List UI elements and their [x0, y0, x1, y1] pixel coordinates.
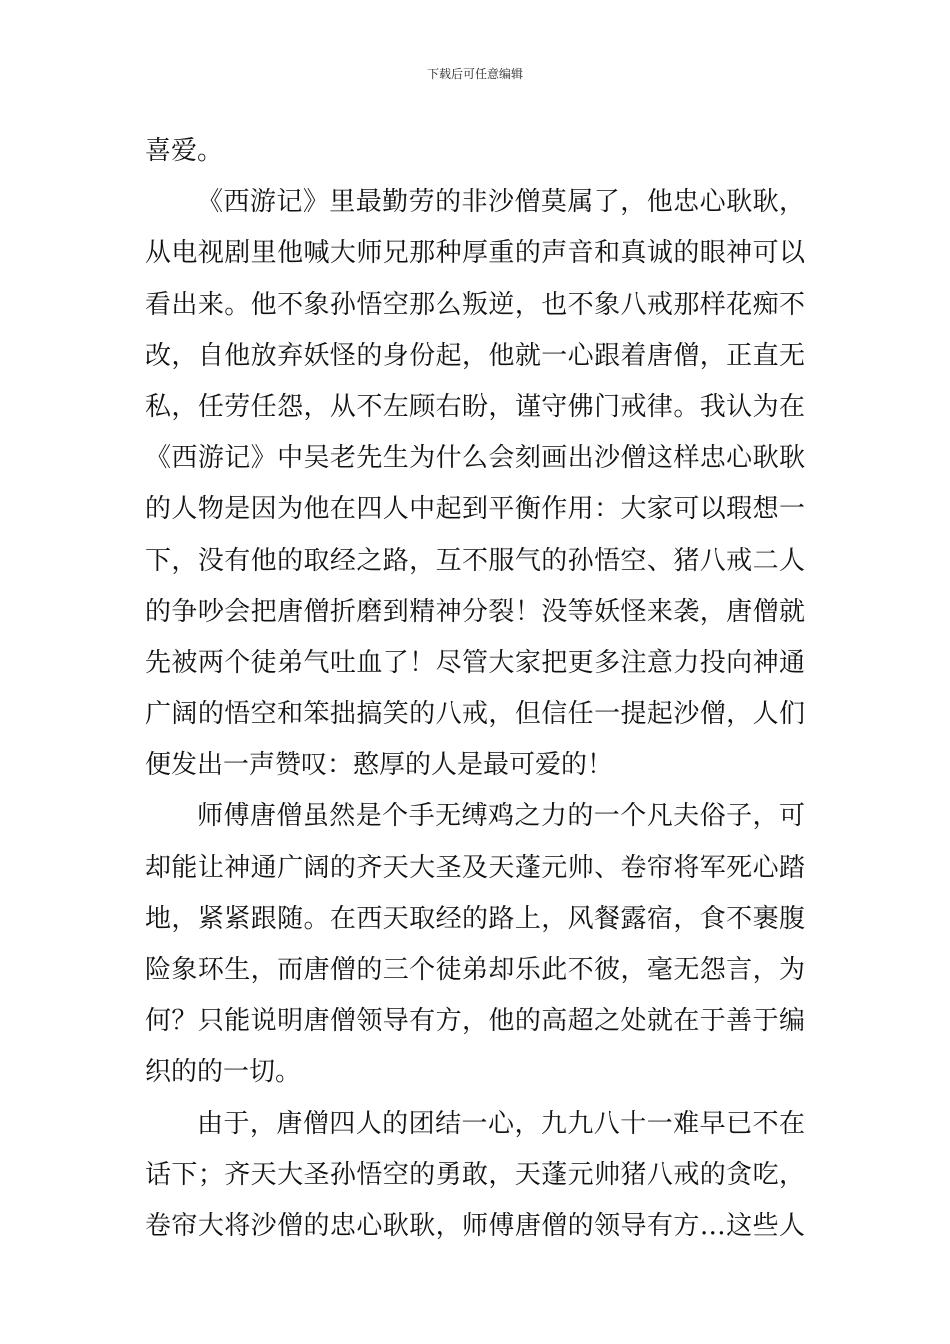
- text-line: 织的的一切。: [145, 1057, 302, 1088]
- document-body: [145, 126, 805, 1252]
- text-line: 广阔的悟空和笨拙搞笑的八戒，但信任一提起沙僧，人们: [145, 699, 805, 730]
- text-line: 改，自他放弃妖怪的身份起，他就一心跟着唐僧，正直无: [145, 340, 805, 371]
- text-line: 的争吵会把唐僧折磨到精神分裂！没等妖怪来袭，唐僧就: [145, 596, 805, 627]
- text-line: 话下；齐天大圣孙悟空的勇敢，天蓬元帅猪八戒的贪吃，: [145, 1159, 805, 1190]
- text-line: 《西游记》中吴老先生为什么会刻画出沙僧这样忠心耿耿: [145, 443, 805, 474]
- text-line: 何？只能说明唐僧领导有方，他的高超之处就在于善于编: [145, 1006, 805, 1037]
- text-line: 先被两个徒弟气吐血了！尽管大家把更多注意力投向神通: [145, 647, 805, 678]
- text-line: 却能让神通广阔的齐天大圣及天蓬元帅、卷帘将军死心踏: [145, 852, 805, 883]
- text-line: 私，任劳任怨，从不左顾右盼，谨守佛门戒律。我认为在: [145, 391, 805, 422]
- text-line: 便发出一声赞叹：憨厚的人是最可爱的！: [145, 750, 614, 781]
- text-line: 下，没有他的取经之路，互不服气的孙悟空、猪八戒二人: [145, 545, 805, 576]
- text-line: 地，紧紧跟随。在西天取经的路上，风餐露宿，食不裹腹: [145, 903, 805, 934]
- text-line: 险象环生，而唐僧的三个徒弟却乐此不彼，毫无怨言，为: [145, 955, 805, 985]
- text-line: 卷帘大将沙僧的忠心耿耿，师傅唐僧的领导有方…这些人: [145, 1210, 805, 1241]
- text-line: 由于，唐僧四人的团结一心，九九八十一难早已不在: [197, 1108, 805, 1139]
- text-line: 看出来。他不象孙悟空那么叛逆，也不象八戒那样花痴不: [145, 289, 805, 320]
- text-line: 喜爱。: [145, 136, 224, 166]
- text-line: 从电视剧里他喊大师兄那种厚重的声音和真诚的眼神可以: [145, 238, 805, 269]
- page-header: 下载后可任意编辑: [426, 67, 523, 81]
- text-line: 师傅唐僧虽然是个手无缚鸡之力的一个凡夫俗子，可: [197, 801, 805, 832]
- text-line: 的人物是因为他在四人中起到平衡作用：大家可以瑕想一: [145, 494, 805, 525]
- text-line: 《西游记》里最勤劳的非沙僧莫属了，他忠心耿耿，: [197, 187, 805, 218]
